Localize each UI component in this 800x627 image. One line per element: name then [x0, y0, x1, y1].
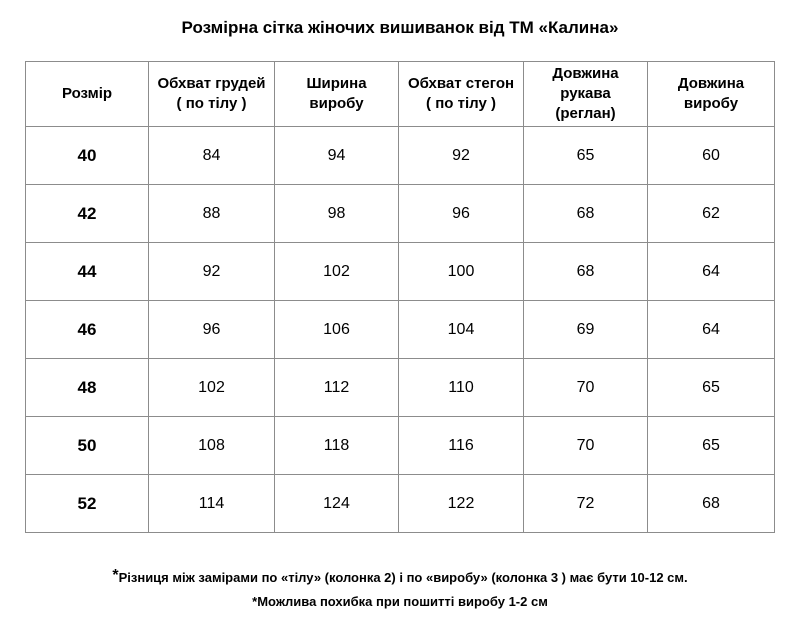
hip-cell: 122: [399, 475, 524, 533]
header-chest-girth: Обхват грудей ( по тілу ): [149, 62, 275, 127]
table-row: [26, 185, 775, 243]
table-row: [26, 127, 775, 185]
hip-cell: 96: [399, 185, 524, 243]
sleeve-cell: 65: [524, 127, 648, 185]
width-cell: 118: [275, 417, 399, 475]
size-cell: 44: [26, 243, 149, 301]
hip-cell: 104: [399, 301, 524, 359]
length-cell: 68: [648, 475, 775, 533]
table-row: [26, 301, 775, 359]
sleeve-cell: 68: [524, 185, 648, 243]
chest-cell: 102: [149, 359, 275, 417]
page-title: Розмірна сітка жіночих вишиванок від ТМ «Калина»: [181, 18, 619, 37]
sleeve-cell: 69: [524, 301, 648, 359]
table-row: [26, 243, 775, 301]
size-cell: 50: [26, 417, 149, 475]
width-cell: 106: [275, 301, 399, 359]
chest-cell: 96: [149, 301, 275, 359]
header-sleeve-length: Довжина рукава (реглан): [524, 62, 648, 127]
hip-cell: 116: [399, 417, 524, 475]
header-garment-length: Довжина виробу: [648, 62, 775, 127]
size-cell: 42: [26, 185, 149, 243]
chest-cell: 92: [149, 243, 275, 301]
width-cell: 98: [275, 185, 399, 243]
length-cell: 62: [648, 185, 775, 243]
width-cell: 124: [275, 475, 399, 533]
footnote-measurement-difference: [0, 567, 800, 588]
length-cell: 65: [648, 417, 775, 475]
footnote-asterisk: *: [112, 567, 119, 584]
chest-cell: 88: [149, 185, 275, 243]
table-row: [26, 359, 775, 417]
size-cell: 40: [26, 127, 149, 185]
header-size: Розмір: [26, 62, 149, 127]
sleeve-cell: 70: [524, 417, 648, 475]
hip-cell: 100: [399, 243, 524, 301]
footnote-text: Різниця між замірами по «тілу» (колонка 2) і по «виробу» (колонка 3 ) має бути 10-12 см.: [118, 570, 688, 585]
chest-cell: 114: [149, 475, 275, 533]
table-row: [26, 417, 775, 475]
header-garment-width: Ширина виробу: [275, 62, 399, 127]
width-cell: 102: [275, 243, 399, 301]
hip-cell: 110: [399, 359, 524, 417]
sleeve-cell: 70: [524, 359, 648, 417]
chest-cell: 84: [149, 127, 275, 185]
table-row: [26, 475, 775, 533]
length-cell: 65: [648, 359, 775, 417]
header-hip-girth: Обхват стегон ( по тілу ): [399, 62, 524, 127]
size-table: [25, 61, 775, 533]
size-cell: 52: [26, 475, 149, 533]
width-cell: 94: [275, 127, 399, 185]
length-cell: 64: [648, 301, 775, 359]
length-cell: 64: [648, 243, 775, 301]
sleeve-cell: 68: [524, 243, 648, 301]
size-cell: 46: [26, 301, 149, 359]
footnote-tolerance: *Можлива похибка при пошитті виробу 1-2 см: [252, 594, 548, 609]
size-cell: 48: [26, 359, 149, 417]
width-cell: 112: [275, 359, 399, 417]
hip-cell: 92: [399, 127, 524, 185]
chest-cell: 108: [149, 417, 275, 475]
length-cell: 60: [648, 127, 775, 185]
table-header-row: [26, 62, 775, 127]
sleeve-cell: 72: [524, 475, 648, 533]
